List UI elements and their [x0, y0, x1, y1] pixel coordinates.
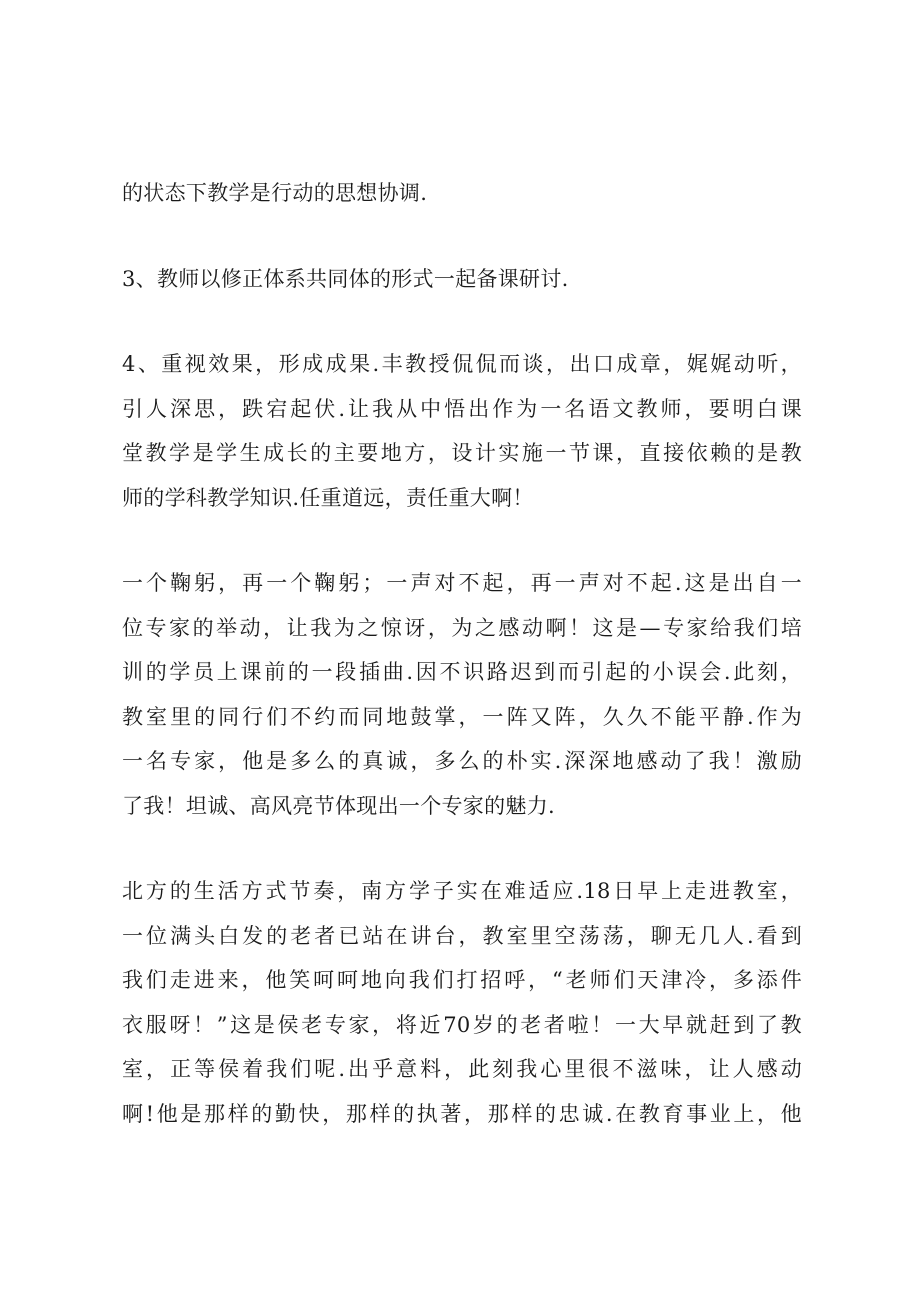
paragraph-1 [122, 171, 802, 216]
text-line: 的状态下教学是行动的思想协调. [122, 181, 428, 205]
text-line: 衣服呀！”这是侯老专家，将近70岁的老者啦！一大早就赶到了教 [122, 1012, 802, 1037]
paragraph-3 [122, 342, 802, 520]
text-line: 教室里的同行们不约而同地鼓掌，一阵又阵，久久不能平静.作为 [122, 704, 802, 729]
text-line: 北方的生活方式节奏，南方学子实在难适应.18日早上走进教室， [122, 879, 802, 903]
text-line: 4、重视效果，形成成果.丰教授侃侃而谈，出口成章，娓娓动听， [122, 352, 802, 376]
text-line: 堂教学是学生成长的主要地方，设计实施一节课，直接依赖的是教 [122, 441, 802, 465]
text-line: 3、教师以修正体系共同体的形式一起备课研讨. [122, 266, 569, 291]
text-line: 我们走进来，他笑呵呵地向我们打招呼，“老师们天津冷，多添件 [122, 968, 802, 992]
paragraph-5 [122, 869, 802, 1136]
text-line: 一名专家，他是多么的真诚，多么的朴实.深深地感动了我！激励 [122, 749, 802, 773]
text-line: 师的学科教学知识.任重道远，责任重大啊！ [122, 485, 534, 510]
text-line: 引人深思，跌宕起伏.让我从中悟出作为一名语文教师，要明白课 [122, 396, 802, 421]
paragraph-4 [122, 561, 802, 828]
text-line: 训的学员上课前的一段插曲.因不识路迟到而引起的小误会.此刻， [122, 660, 802, 684]
document-body [122, 171, 802, 1177]
text-line: 一位满头白发的老者已站在讲台，教室里空荡荡，聊无几人.看到 [122, 923, 802, 948]
text-line: 一个鞠躬，再一个鞠躬；一声对不起，再一声对不起.这是出自一 [122, 571, 802, 595]
paragraph-2 [122, 257, 802, 302]
text-line: 室，正等侯着我们呢.出乎意料，此刻我心里很不滋味，让人感动 [122, 1057, 802, 1081]
text-line: 位专家的举动，让我为之惊讶，为之感动啊！这是—专家给我们培 [122, 615, 802, 640]
text-line: 了我！坦诚、高风亮节体现出一个专家的魅力. [122, 793, 555, 818]
text-line: 啊!他是那样的勤快，那样的执著，那样的忠诚.在教育事业上，他 [122, 1101, 802, 1126]
